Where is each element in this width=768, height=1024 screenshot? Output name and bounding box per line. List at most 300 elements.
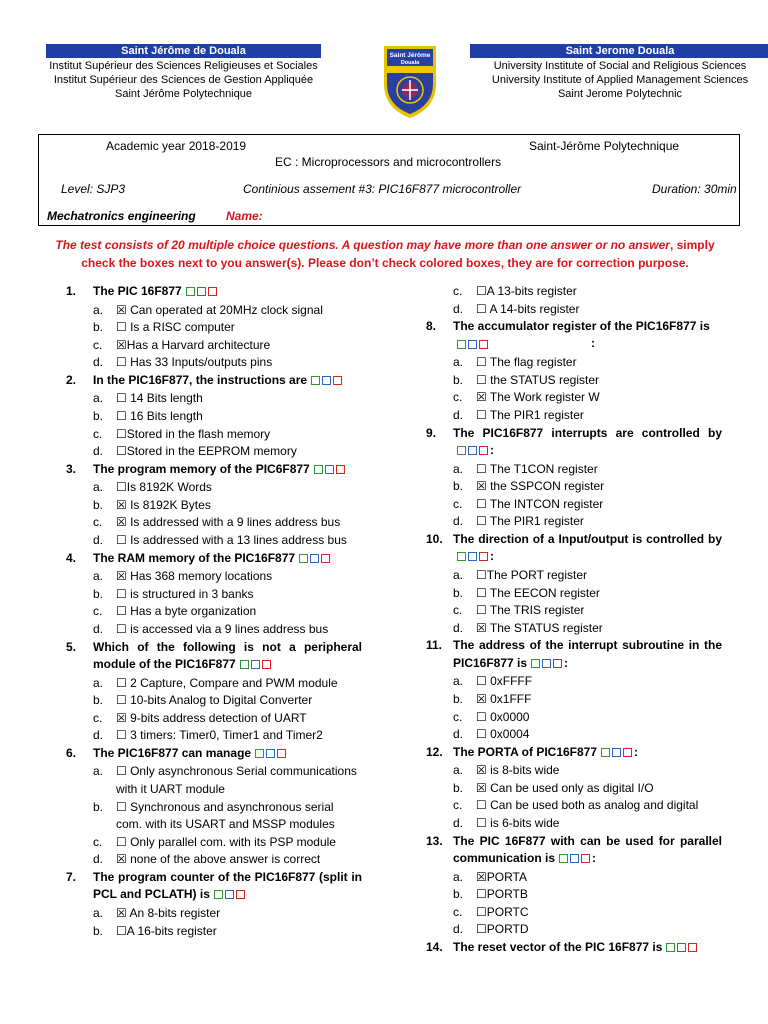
option-text: An 8-bits register [126,905,221,920]
question-tail: : [592,851,597,866]
option-text: Is addressed with a 13 lines address bus [126,533,347,548]
correction-boxes [531,656,564,674]
question-7-option-b [66,923,362,941]
option-letter: d. [453,620,464,635]
question-8-option-d [426,407,722,425]
question-8 [426,318,722,424]
answer-checkbox[interactable]: ☒ [116,905,127,920]
correction-boxes [666,940,699,958]
correction-boxes [240,657,273,675]
question-tail: : [634,744,639,759]
answer-checkbox[interactable]: ☐ [476,514,487,529]
question-1 [66,283,362,372]
answer-checkbox[interactable]: ☐ [476,674,487,689]
option-letter: a. [93,675,104,690]
correction-box-2 [468,446,477,455]
answer-checkbox[interactable]: ☐ [116,764,127,779]
option-text: none of the above answer is correct [126,852,321,867]
answer-checkbox[interactable]: ☐ [116,533,127,548]
option-letter: c. [453,284,463,298]
question-number: 6. [66,745,77,760]
question-1-option-c [66,337,362,355]
answer-checkbox[interactable]: ☐ [116,444,127,459]
option-text: PORTA [486,869,527,884]
question-14 [426,939,722,958]
option-letter: a. [453,674,464,689]
answer-checkbox[interactable]: ☐ [116,923,127,938]
option-letter: c. [453,798,463,813]
answer-checkbox[interactable]: ☐ [476,904,487,919]
question-3-option-d [66,532,362,550]
correction-box-2 [677,943,686,952]
question-number: 11. [426,638,443,653]
option-text: the SSPCON register [486,479,605,494]
answer-checkbox[interactable]: ☐ [476,922,487,937]
correction-box-3 [581,854,590,863]
answer-checkbox[interactable]: ☐ [476,585,487,600]
option-letter: a. [93,569,104,584]
option-letter: d. [93,852,104,867]
option-text: is accessed via a 9 lines address bus [126,621,329,636]
answer-checkbox[interactable]: ☐ [116,426,127,441]
option-text: Only parallel com. with its PSP module [126,834,336,849]
option-letter: c. [93,515,103,530]
instructions [20,236,750,272]
option-letter: c. [93,710,103,725]
question-1-option-d [66,354,362,372]
option-letter: b. [453,691,464,706]
exam-info-box [38,134,740,226]
question-2-option-c [66,426,362,444]
option-text: Stored in the EEPROM memory [126,444,297,459]
correction-boxes [214,887,247,905]
option-letter: d. [453,727,464,742]
answer-checkbox[interactable]: ☐ [116,675,127,690]
option-letter: c. [453,603,463,618]
answer-checkbox[interactable]: ☐ [476,284,487,298]
option-letter: b. [453,372,464,387]
answer-checkbox[interactable]: ☐ [476,815,487,830]
option-letter: c. [93,834,103,849]
option-text: Synchronous and asynchronous serial com. with its USART and MSSP modules [116,799,335,832]
question-12-option-a [426,762,722,780]
question-text: The PIC16F877 can manage [93,745,252,760]
option-text: Is a RISC computer [126,320,235,335]
option-letter: a. [93,764,104,779]
question-tail: : [490,549,494,564]
answer-checkbox[interactable]: ☐ [476,372,487,387]
option-letter: d. [453,922,464,937]
question-9-option-d [426,513,722,531]
answer-checkbox[interactable]: ☐ [476,727,487,742]
correction-box-3 [208,287,217,296]
answer-checkbox[interactable]: ☐ [116,408,127,423]
header-left-line-2: Institut Supérieur des Sciences de Gestion Appliquée [53,74,314,86]
correction-box-1 [457,340,466,349]
correction-boxes [457,549,490,567]
question-3-prompt [66,461,362,480]
question-7 [66,869,362,940]
answer-checkbox[interactable]: ☐ [476,461,487,476]
level: Level: SJP3 [61,182,126,196]
question-4-option-c [66,603,362,621]
question-4-option-d [66,621,362,639]
question-10-prompt [426,531,722,567]
question-6-prompt [66,745,362,764]
correction-box-2 [251,660,260,669]
answer-checkbox[interactable]: ☐ [116,799,127,814]
question-text: The direction of a Input/output is controlled by [453,531,722,546]
question-number: 2. [66,372,77,387]
question-12-prompt [426,744,722,763]
option-text: 16 Bits length [126,408,203,423]
answer-checkbox[interactable]: ☐ [116,693,127,708]
question-number: 8. [426,319,437,334]
option-text: 0x1FFF [486,691,532,706]
question-text-block [453,425,722,461]
option-text: Stored in the flash memory [126,426,271,441]
correction-box-3 [333,376,342,385]
department: Mechatronics engineering [47,209,196,223]
option-letter: d. [93,355,104,370]
answer-checkbox[interactable]: ☐ [116,586,127,601]
question-3-option-c [66,514,362,532]
correction-boxes [299,551,332,569]
question-13-prompt [426,833,722,869]
correction-box-2 [322,376,331,385]
question-7-option-a [66,905,362,923]
school-crest-logo [380,42,440,120]
option-text: A 13-bits register [486,284,577,298]
option-letter: b. [453,585,464,600]
question-4-prompt [66,550,362,569]
crest-subtitle: Douala [400,60,420,66]
question-5-option-d [66,727,362,745]
answer-checkbox[interactable]: ☒ [476,479,487,494]
question-11-option-c [426,709,722,727]
question-6-option-b [66,799,362,834]
answer-checkbox[interactable]: ☐ [476,355,487,370]
correction-box-2 [612,748,621,757]
question-text: In the PIC16F877, the instructions are [93,372,308,387]
correction-box-2 [225,890,234,899]
option-text: 10-bits Analog to Digital Converter [126,693,313,708]
correction-box-2 [570,854,579,863]
header-left [46,44,321,101]
question-text-block [93,372,362,391]
option-letter: b. [93,408,104,423]
question-number: 4. [66,550,77,565]
answer-checkbox[interactable]: ☐ [116,391,127,406]
question-text-block [453,637,722,673]
question-9-option-b [426,478,722,496]
option-letter: b. [93,799,104,814]
option-letter: c. [93,604,103,619]
question-text-block [93,639,362,675]
option-text: Is 8192K Words [126,480,212,495]
question-12 [426,744,722,833]
question-text-block [93,869,362,905]
question-11-option-a [426,673,722,691]
option-text: The TRIS register [486,603,585,618]
correction-boxes [255,746,288,764]
option-text: The PORT register [486,567,588,582]
answer-checkbox[interactable]: ☐ [116,834,127,849]
question-10-option-c [426,602,722,620]
answer-checkbox[interactable]: ☒ [116,515,127,530]
question-9-prompt [426,425,722,461]
question-6 [66,745,362,869]
header-left-line-3: Saint Jérôme Polytechnique [115,88,252,100]
correction-box-2 [468,340,477,349]
option-text: 2 Capture, Compare and PWM module [126,675,338,690]
correction-box-1 [314,465,323,474]
option-letter: a. [93,302,104,317]
question-12-option-b [426,780,722,798]
option-letter: c. [453,496,463,511]
option-letter: a. [93,480,104,495]
question-number: 3. [66,461,77,476]
question-8-option-a [426,354,722,372]
option-letter: d. [453,407,464,422]
correction-boxes [311,373,344,391]
question-13 [426,833,722,939]
question-11 [426,637,722,743]
question-text: The PIC 16F877 with can be used for parallel communication is [453,833,722,866]
question-9-option-c [426,496,722,514]
questions-right-column [426,283,722,957]
answer-checkbox[interactable]: ☒ [476,763,487,778]
option-letter: b. [93,693,104,708]
correction-box-1 [666,943,675,952]
answer-checkbox[interactable]: ☒ [476,691,487,706]
correction-boxes [559,851,592,869]
option-letter: d. [93,444,104,459]
correction-box-2 [197,287,206,296]
question-text: The reset vector of the PIC 16F877 is [453,939,663,954]
option-text: Has 33 Inputs/outputs pins [126,355,273,370]
answer-checkbox[interactable]: ☐ [476,496,487,511]
answer-checkbox[interactable]: ☐ [116,480,127,495]
answer-checkbox[interactable]: ☐ [476,798,487,813]
correction-box-3 [688,943,697,952]
option-text: PORTC [486,904,529,919]
question-12-option-c [426,797,722,815]
question-text: The program counter of the PIC16F877 (split in PCL and PCLATH) is [93,869,362,902]
option-letter: b. [93,320,104,335]
option-text: The T1CON register [486,461,598,476]
question-7-prompt [66,869,362,905]
correction-box-3 [321,554,330,563]
question-number: 7. [66,869,77,884]
correction-box-3 [336,465,345,474]
option-text: is 8-bits wide [486,763,560,778]
assessment-title: Continious assement #3: PIC16F877 microcontroller [243,182,522,196]
correction-box-1 [299,554,308,563]
correction-box-1 [255,749,264,758]
question-text-block [453,939,722,958]
answer-checkbox[interactable]: ☐ [116,355,127,370]
option-text: Has 368 memory locations [126,569,273,584]
correction-box-2 [468,552,477,561]
answer-checkbox[interactable]: ☐ [476,887,487,902]
answer-checkbox[interactable]: ☒ [116,852,127,867]
option-letter: a. [453,763,464,778]
question-3-option-b [66,497,362,515]
question-7-cont-option-d [426,301,722,319]
correction-box-3 [262,660,271,669]
option-text: The PIR1 register [486,407,584,422]
question-10-option-a [426,567,722,585]
question-number: 12. [426,744,443,759]
answer-checkbox[interactable]: ☒ [476,869,487,884]
question-tail: : [591,336,595,351]
answer-checkbox[interactable]: ☐ [476,567,487,582]
correction-box-1 [457,552,466,561]
option-letter: d. [93,533,104,548]
option-letter: b. [93,586,104,601]
question-5-option-c [66,710,362,728]
question-text: The program memory of the PIC6F877 [93,461,310,476]
instructions-part1: The test consists of 20 multiple choice questions. A question may have more than one answer or no answer [55,238,670,252]
option-text: is 6-bits wide [486,815,560,830]
header-right-line-2: University Institute of Applied Management Sciences [491,74,749,86]
question-5-option-a [66,675,362,693]
option-text: A 16-bits register [126,923,217,938]
option-text: 14 Bits length [126,391,203,406]
correction-box-3 [277,749,286,758]
question-11-option-b [426,691,722,709]
question-text: The PIC 16F877 [93,284,182,298]
option-letter: c. [453,904,463,919]
correction-box-1 [240,660,249,669]
name-label: Name: [226,209,263,223]
correction-box-3 [479,552,488,561]
question-text: Which of the following is not a peripheral module of the PIC16F877 [93,639,362,671]
option-text: 0x0004 [486,727,530,742]
answer-checkbox[interactable]: ☒ [116,497,127,512]
option-text: PORTB [486,887,528,902]
question-text: The PIC16F877 interrupts are controlled by [453,425,722,440]
question-5-option-b [66,692,362,710]
option-text: 0xFFFF [486,674,533,689]
question-number: 1. [66,284,77,298]
option-text: Only asynchronous Serial communications with it UART module [116,764,357,796]
correction-box-3 [479,446,488,455]
correction-box-1 [311,376,320,385]
option-letter: a. [453,869,464,884]
correction-boxes [186,284,219,302]
option-text: the STATUS register [486,372,600,387]
answer-checkbox[interactable]: ☐ [476,407,487,422]
question-11-option-d [426,726,722,744]
crest-title: Saint Jérôme [389,52,431,59]
question-9 [426,425,722,531]
answer-checkbox[interactable]: ☐ [476,709,487,724]
answer-checkbox[interactable]: ☒ [476,780,487,795]
option-letter: a. [93,391,104,406]
question-4-option-b [66,586,362,604]
question-2-option-b [66,408,362,426]
question-text-block [93,745,362,764]
question-1-option-b [66,319,362,337]
answer-checkbox[interactable]: ☒ [116,710,127,725]
question-number: 10. [426,531,443,546]
option-letter: b. [93,923,104,938]
question-text-block [453,744,722,763]
header-left-band: Saint Jérôme de Douala [46,44,321,58]
header-right-line-3: Saint Jerome Polytechnic [557,88,683,100]
option-letter: b. [453,479,464,494]
option-letter: d. [453,301,464,316]
option-text: The STATUS register [486,620,603,635]
option-text: The INTCON register [486,496,604,511]
option-text: is structured in 3 banks [126,586,254,601]
question-number: 9. [426,425,437,440]
question-2-option-d [66,443,362,461]
question-13-option-b [426,886,722,904]
option-letter: d. [453,514,464,529]
instructions-line2: check the boxes next to you answer(s). Please don’t check colored boxes, they are for correction purpose. [81,256,689,270]
answer-checkbox[interactable]: ☒ [476,390,487,405]
answer-checkbox[interactable]: ☐ [476,301,487,316]
answer-checkbox[interactable]: ☐ [476,603,487,618]
option-letter: c. [453,390,463,405]
answer-checkbox[interactable]: ☐ [116,320,127,335]
question-10-option-d [426,620,722,638]
question-6-option-d [66,851,362,869]
duration: Duration: 30min [652,182,737,196]
option-text: Can operated at 20MHz clock signal [126,302,323,317]
answer-checkbox[interactable]: ☒ [116,302,127,317]
question-2-option-a [66,390,362,408]
question-8-option-c [426,389,722,407]
answer-checkbox[interactable]: ☐ [116,604,127,619]
question-4 [66,550,362,639]
option-letter: a. [93,905,104,920]
answer-checkbox[interactable]: ☐ [116,621,127,636]
question-text-block [93,283,362,302]
question-number: 5. [66,639,77,654]
option-text: Can be used both as analog and digital [486,798,699,813]
question-2 [66,372,362,461]
option-text: Is addressed with a 9 lines address bus [126,515,341,530]
instructions-part2: , simply [669,238,715,252]
answer-checkbox[interactable]: ☐ [116,728,127,743]
option-text: 3 timers: Timer0, Timer1 and Timer2 [126,728,323,743]
question-10-option-b [426,585,722,603]
header-left-line-1: Institut Supérieur des Sciences Religieuses et Sociales [49,60,318,72]
question-3-option-a [66,479,362,497]
questions-left-column [66,283,362,940]
academic-year: Academic year 2018-2019 [106,139,247,153]
answer-checkbox[interactable]: ☒ [116,569,127,584]
question-13-option-c [426,904,722,922]
option-text: The PIR1 register [486,514,584,529]
question-text-block [453,318,722,354]
option-text: The Work register W [486,390,600,405]
question-text: The RAM memory of the PIC16F877 [93,550,296,565]
question-text-block [453,833,722,869]
correction-box-3 [623,748,632,757]
question-13-option-d [426,921,722,939]
question-10 [426,531,722,637]
question-2-prompt [66,372,362,391]
answer-checkbox[interactable]: ☒ [476,620,487,635]
question-8-prompt [426,318,722,354]
option-text: PORTD [486,922,529,937]
answer-checkbox[interactable]: ☒ [116,337,127,352]
